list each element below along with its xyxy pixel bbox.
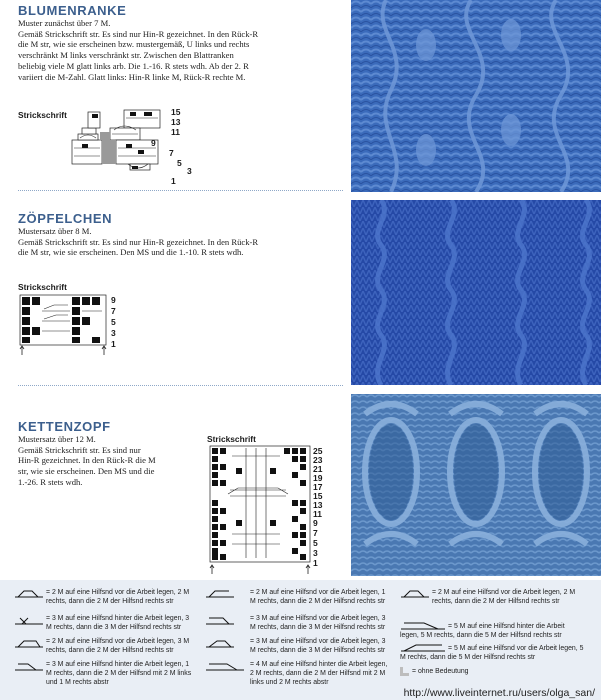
legend-item: = 2 M auf eine Hilfsnd vor die Arbeit legen, 3 M rechts, dann die 2 M der Hilfsnd rechts str [46, 638, 190, 655]
legend-item: = 2 M auf eine Hilfsnd vor die Arbeit legen, 2 M rechts, dann die 2 M der Hilfsnd rechts str [432, 589, 576, 606]
row-number: 9 [111, 295, 116, 305]
row-number: 3 [111, 328, 116, 338]
chart-label-blumenranke: Strickschrift [18, 110, 67, 120]
text-line: str, wie sie erscheinen. Den MS und die [18, 466, 155, 477]
row-number: 13 [313, 500, 323, 510]
text-line: die M str, wie sie erscheinen bzw. mustergemäß, U links und rechts [18, 39, 250, 50]
section-text-zoepfelchen [18, 226, 348, 258]
cable-2-2-front-b-icon [400, 590, 430, 598]
legend-panel [0, 580, 601, 700]
row-number: 11 [171, 127, 180, 137]
cable-3-1-back-icon [14, 663, 44, 671]
text-line: die M str, wie sie erscheinen. Den MS und die 1.-10. R stets wdh. [18, 247, 244, 258]
legend-item: = 3 M auf eine Hilfsnd vor die Arbeit legen, 3 M rechts, dann die 3 M der Hilfsnd rechts str [250, 638, 386, 655]
no-stitch-icon [400, 667, 409, 676]
row-number: 11 [313, 509, 322, 519]
text-line: Hin-R gezeichnet. In den Rück-R die M [18, 455, 156, 466]
text-line: Mustersatz über 8 M. [18, 226, 92, 236]
chart-label-zoepfelchen: Strickschrift [18, 282, 67, 292]
knitting-chart-zoepfelchen [17, 293, 111, 357]
text-line: Muster zunächst über 7 M. [18, 18, 111, 28]
chart-label-kettenzopf: Strickschrift [207, 434, 256, 444]
row-number: 21 [313, 464, 323, 474]
row-number: 3 [313, 548, 318, 558]
cable-3-3-back-icon [14, 617, 44, 625]
cable-2-2-front-purl-icon [14, 640, 44, 648]
cable-3-2-back-icon [205, 617, 235, 625]
legend-item: = 2 M auf eine Hilfsnd vor die Arbeit legen, 1 M rechts, dann die 2 M der Hilfsnd rechts str [250, 589, 386, 606]
knit-swatch-photo-zoepfelchen [351, 200, 601, 385]
row-number: 5 [111, 317, 116, 327]
section-title-blumenranke: BLUMENRANKE [18, 3, 127, 18]
row-number: 9 [313, 518, 318, 528]
knit-swatch-photo-blumenranke [351, 0, 601, 192]
legend-item: = ohne Bedeutung [412, 668, 469, 675]
row-number: 15 [313, 491, 323, 501]
text-line: Gemäß Strickschrift str. Es sind nur Hin-R gezeichnet. In den Rück-R [18, 28, 259, 39]
text-line: Gemäß Strickschrift str. Es sind nur Hin-R gezeichnet. In den Rück-R [18, 236, 259, 247]
section-text-blumenranke [18, 18, 348, 82]
text-line: variiert die M-Zahl. Glatt links: Hin-R linke M, Rück-R rechte M. [18, 71, 246, 82]
row-number: 5 [177, 158, 182, 168]
knitting-chart-kettenzopf [206, 444, 316, 576]
text-line: Gemäß Strickschrift str. Es sind nur [18, 444, 141, 455]
section-title-zoepfelchen: ZÖPFELCHEN [18, 211, 113, 226]
row-number: 23 [313, 455, 323, 465]
divider [18, 385, 343, 386]
row-number: 9 [151, 138, 156, 148]
row-number: 1 [171, 176, 176, 186]
row-number: 13 [171, 117, 181, 127]
cable-4-2-back-icon [205, 663, 245, 671]
cable-3-3-front-icon [205, 640, 235, 648]
text-line: beliebig viele M glatt links arb. Die 1.-16. R stets wdh. Ab der 2. R [18, 60, 249, 71]
row-number: 17 [313, 482, 323, 492]
text-line: 1.-26. R stets wdh. [18, 476, 83, 487]
legend-item: = 5 M auf eine Hilfsnd hinter die Arbeit legen, 5 M rechts, dann die 5 M der Hilfsnd rechts str [400, 623, 565, 640]
legend-item: = 3 M auf eine Hilfsnd hinter die Arbeit legen, 3 M rechts, dann die 3 M der Hilfsnd rechts str [46, 615, 190, 632]
legend-item: = 3 M auf eine Hilfsnd hinter die Arbeit legen, 1 M rechts, dann die 2 M der Hilfsnd mit 2 M links und 1 M rechts abstr [46, 661, 192, 687]
row-number: 19 [313, 473, 323, 483]
legend-item: = 4 M auf eine Hilfsnd hinter die Arbeit legen, 2 M rechts, dann die 2 M der Hilfsnd mit 2 M links und 2 M rechts abstr [250, 661, 388, 687]
legend-item: = 5 M auf eine Hilfsnd vor die Arbeit legen, 5 M rechts, dann die 5 M der Hilfsnd rechts str [400, 645, 584, 662]
legend-item: = 3 M auf eine Hilfsnd vor die Arbeit legen, 3 M rechts, dann die 3 M der Hilfsnd rechts str [250, 615, 386, 632]
section-text-kettenzopf [18, 434, 198, 488]
row-number: 7 [313, 528, 318, 538]
row-number: 25 [313, 446, 323, 456]
row-number: 7 [169, 148, 174, 158]
row-number: 15 [171, 107, 181, 117]
row-number: 1 [313, 558, 318, 568]
knit-swatch-photo-kettenzopf [351, 394, 601, 576]
row-number: 5 [313, 538, 318, 548]
row-number: 3 [187, 166, 192, 176]
section-title-kettenzopf: KETTENZOPF [18, 419, 111, 434]
text-line: verschränkt M links verschränkt str. Zwischen den Blattranken [18, 50, 234, 61]
cable-2-2-front-icon [14, 590, 44, 598]
row-number: 1 [111, 339, 116, 349]
legend-item: = 2 M auf eine Hilfsnd vor die Arbeit legen, 2 M rechts, dann die 2 M der Hilfsnd rechts str [46, 589, 190, 606]
watermark-url[interactable]: http://www.liveinternet.ru/users/olga_san/ [403, 687, 595, 699]
divider [18, 190, 343, 191]
text-line: Mustersatz über 12 M. [18, 434, 96, 444]
cable-2-1-front-icon [205, 590, 235, 598]
row-number: 7 [111, 306, 116, 316]
